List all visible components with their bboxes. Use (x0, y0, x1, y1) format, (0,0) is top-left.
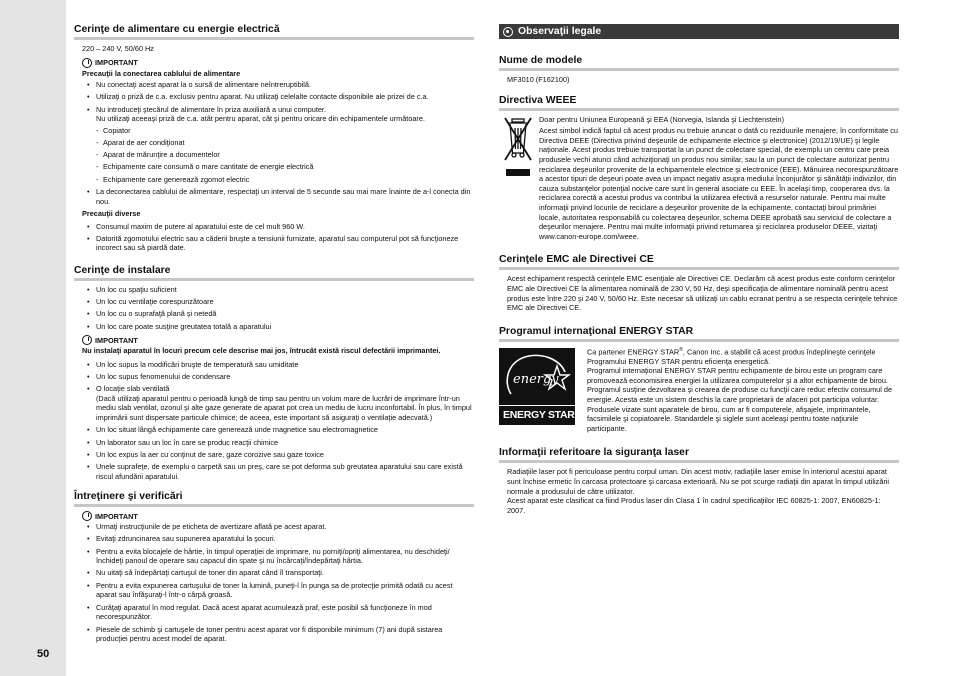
emc-text: Acest echipament respectă cerinţele EMC esenţiale ale Directivei CE. Declarăm că acest produs este conform cerinţelor EMC ale Directivei CE la alimentarea nominală de 230 V, 50 Hz, deşi specificaţia de alimentare nominală pentru acest produs este între 220 şi 240 V, 50/60 Hz. Este necesar să utilizaţi un cablu ecranat pentru a se respecta cerinţele tehnice EMC ale Directivei CE. (507, 274, 898, 313)
list-item: • Nu conectaţi acest aparat la o sursă de alimentare neîntreruptibilă. (96, 80, 474, 90)
weee-block (499, 115, 899, 242)
install-heading: Cerinţe de instalare (74, 265, 474, 281)
page-margin-band (0, 0, 66, 676)
list-item: • O locaţie slab ventilată (Dacă utilizaţi aparatul pentru o perioadă lungă de timp sau pentru un volum mare de lucrări de imprimare într-un mediu slab ventilat, ozonul şi alte gaze generate de aparat pot crea un mediu de lucru inconfortabil. În plus, în timpul imprimării sunt dispersate particule chimice; de aceea, este important să asiguraţi o ventilaţie adecvată.) (96, 384, 474, 422)
energy-block (499, 346, 899, 434)
list-item: • Un loc supus la modificări bruşte de temperatură sau umiditate (96, 360, 474, 370)
weee-scope: Doar pentru Uniunea Europeană şi EEA (Norvegia, Islanda şi Liechtenstein) (539, 114, 784, 124)
model-heading: Nume de modele (499, 55, 899, 71)
list-item: • Nu introduceţi ştecărul de alimentare în priza auxiliară a unui computer. Nu utilizaţi aceeaşi priză de c.a. atât pentru aparat, cât şi pentru oricare din echipamentele următoare. (96, 105, 474, 124)
list-item: • Urmaţi instrucţiunile de pe eticheta de avertizare aflată pe acest aparat. (96, 522, 474, 532)
left-column (74, 24, 474, 646)
device-list (74, 126, 474, 185)
list-item: • Consumul maxim de putere al aparatului este de cel mult 960 W. (96, 222, 474, 232)
list-item: - Echipamente care consumă o mare cantitate de energie electrică (103, 162, 474, 172)
maint-list (74, 522, 474, 644)
important-icon (82, 58, 92, 68)
important-note (74, 511, 474, 521)
info-icon (503, 27, 513, 37)
energy-p2: Programul internaţional ENERGY STAR pentru echipamente de birou este un program care promovează economisirea energiei la utilizarea computerelor şi a altor echipamente de birou. (587, 366, 888, 385)
list-item: • Un loc situat lângă echipamente care generează unde magnetice sau electromagnetice (96, 425, 474, 435)
important-note (74, 58, 474, 68)
list-item: - Copiator (103, 126, 474, 136)
misc-list (74, 222, 474, 253)
list-item: - Aparat de aer condiţionat (103, 138, 474, 148)
list-item: • Un loc cu spaţiu suficient (96, 285, 474, 295)
list-item: • Curăţaţi aparatul în mod regulat. Dacă acest aparat acumulează praf, este posibil să funcţioneze în mod necorespunzător. (96, 603, 474, 622)
energy-heading: Programul internaţional ENERGY STAR (499, 326, 899, 342)
list-item: • Un loc supus fenomenului de condensare (96, 372, 474, 382)
laser-p1: Radiaţiile laser pot fi periculoase pentru corpul uman. Din acest motiv, radiaţiile laser emise în interiorul acestui aparat sunt închise ermetic în carcasa protectoare şi carcasa exterioară. Nu se pot scurge radiaţii din aparat în timpul utilizării normale a produsului de către utilizator. (507, 467, 890, 496)
laser-heading: Informaţii referitoare la siguranţa laser (499, 447, 899, 463)
bad-location-list (74, 360, 474, 482)
list-item: • Un loc cu ventilaţie corespunzătoare (96, 297, 474, 307)
weee-body: Acest simbol indică faptul că acest produs nu trebuie aruncat o dată cu reziduurile menajere, în conformitate cu Directiva DEEE (Directiva privind deşeurile de echipamente electrice şi electronice) (2012/19/UE) şi legile naţionale. Acest produs trebuie transportat la un punct de colectare special, de exemplu un centru care preia produsele vechi atunci când achiziţionaţi un produs nou similar, sau la un punct de colectare autorizat pentru reciclarea deşeurilor provenite de la echipamentele electrice şi electronice (EEE). Mânuirea necorespunzătoare a acestor tipuri de deşeuri poate avea un impact negativ asupra mediului înconjurător şi sănătăţii indivizilor, din cauza substanţelor potenţial nocive care sunt în general asociate cu EEE. În acelaşi timp, cooperarea dvs. la reciclarea corectă a acestui produs va contribui la utilizarea efectivă a resurselor naturale. Pentru mai multe informaţii privind locurile de reciclare a deşeurilor provenite de la echipamente, contactaţi biroul primăriei locale, autoritatea responsabilă cu colectarea deşeurilor, schema DEEE aprobată sau serviciul de colectare a deşeurilor menajere. Pentru mai multe informaţii privind returnarea şi reciclarea produselor DEEE, vizitaţi www.canon-europe.com/weee. (539, 126, 899, 241)
list-item: • Un loc expus la aer cu conţinut de sare, gaze corozive sau gaze toxice (96, 450, 474, 460)
install-list (74, 285, 474, 331)
important-icon (82, 511, 92, 521)
voltage-text: 220 – 240 V, 50/60 Hz (82, 44, 154, 53)
energy-p3: Programul susţine dezvoltarea şi crearea de produse cu funcţii care reduc efectiv consumul de energie. Acesta este un sistem deschis la care proprietarii de afaceri pot participa voluntar. (587, 385, 893, 405)
laser-p2: Acest aparat este clasificat ca fiind Produs laser din Clasa 1 în cadrul specificaţiilor IEC 60825-1: 2007, EN60825-1: 2007. (507, 496, 881, 515)
important-label: IMPORTANT (95, 58, 138, 68)
energy-text (587, 346, 899, 434)
list-item: • Nu uitaţi să îndepărtaţi cartuşul de toner din aparat când îl transportaţi. (96, 568, 474, 578)
list-item: • Datorită zgomotului electric sau a căderii bruşte a tensiunii furnizate, aparatul sau computerul pot să funcţioneze incorect sau să piardă date. (96, 234, 474, 253)
list-item: - Aparat de mărunţire a documentelor (103, 150, 474, 160)
weee-text (539, 115, 899, 242)
page-number: 50 (37, 648, 50, 660)
list-item: • Unele suprafeţe, de exemplu o carpetă sau un preş, care se pot deforma sub greutatea aparatului sau care există riscul afundării aparatului. (96, 462, 474, 481)
list-item: • Un loc cu o suprafaţă plană şi netedă (96, 309, 474, 319)
weee-heading: Directiva WEEE (499, 95, 899, 111)
model-text: MF3010 (F162100) (507, 75, 570, 84)
misc-title: Precauţii diverse (82, 208, 141, 218)
important-note (74, 335, 474, 345)
list-item: • Pentru a evita expunerea cartuşului de toner la lumină, puneţi-l în punga sa de protecţie primită odată cu acest aparat sau înfăşuraţi-l într-o cârpă groasă. (96, 581, 474, 600)
conn-list (74, 80, 474, 124)
maint-heading: Întreţinere şi verificări (74, 491, 474, 507)
energy-script-text: energy (513, 371, 559, 387)
install-warning: Nu instalaţi aparatul în locuri precum cele descrise mai jos, întrucât există riscul defectării imprimantei. (82, 346, 441, 356)
conn-title: Precauţii la conectarea cablului de alimentare (82, 68, 241, 78)
list-item: • Piesele de schimb şi cartuşele de toner pentru acest aparat vor fi disponibile minimum (7) ani după sistarea producţiei pentru acest model de aparat. (96, 625, 474, 644)
registered-mark: ® (679, 346, 683, 353)
disconnect-list (74, 187, 474, 206)
energy-star-text: ENERGY STAR (503, 408, 575, 421)
list-item: • Pentru a evita blocajele de hârtie, în timpul operaţiei de imprimare, nu porniţi/opriţi alimentarea, nu deschideţi/închideţi panoul de operare sau capacul din spate şi nu încărcaţi/îndepărtaţi hârtia. (96, 547, 474, 566)
list-item: • La deconectarea cablului de alimentare, respectaţi un interval de 5 secunde sau mai mare înainte de a-l conecta din nou. (96, 187, 474, 206)
list-item: • Un loc care poate susţine greutatea totală a aparatului (96, 322, 474, 332)
important-icon (82, 335, 92, 345)
list-item: • Evitaţi zdruncinarea sau supunerea aparatului la şocuri. (96, 534, 474, 544)
emc-heading: Cerinţele EMC ale Directivei CE (499, 254, 899, 270)
crossed-bin-icon (499, 115, 531, 242)
important-label: IMPORTANT (95, 511, 138, 521)
right-column (499, 24, 899, 515)
list-item: • Utilizaţi o priză de c.a. exclusiv pentru aparat. Nu utilizaţi celelalte contacte disponibile ale prizei de c.a. (96, 92, 474, 102)
energy-p1-pre: Ca partener ENERGY STAR (587, 347, 680, 357)
power-heading: Cerinţe de alimentare cu energie electrică (74, 24, 474, 40)
legal-section-title: Observaţii legale (518, 26, 602, 37)
energy-star-logo (499, 348, 575, 425)
list-item: - Echipamente care generează zgomot electric (103, 175, 474, 185)
important-label: IMPORTANT (95, 335, 138, 345)
energy-p4: Produsele vizate sunt aparatele de birou, cum ar fi computerele, afişajele, imprimantele, facsimilele şi copiatoarele. Standardele şi siglele sunt aceleaşi pentru toate naţiunile participante. (587, 404, 871, 433)
list-item: • Un laborator sau un loc în care se produc reacţii chimice (96, 438, 474, 448)
legal-section-bar (499, 24, 899, 39)
energy-p1-post: , Canon Inc. a stabilit că acest produs îndeplineşte cerinţele Programului ENERGY STAR pentru eficienţa energetică. (587, 347, 876, 366)
